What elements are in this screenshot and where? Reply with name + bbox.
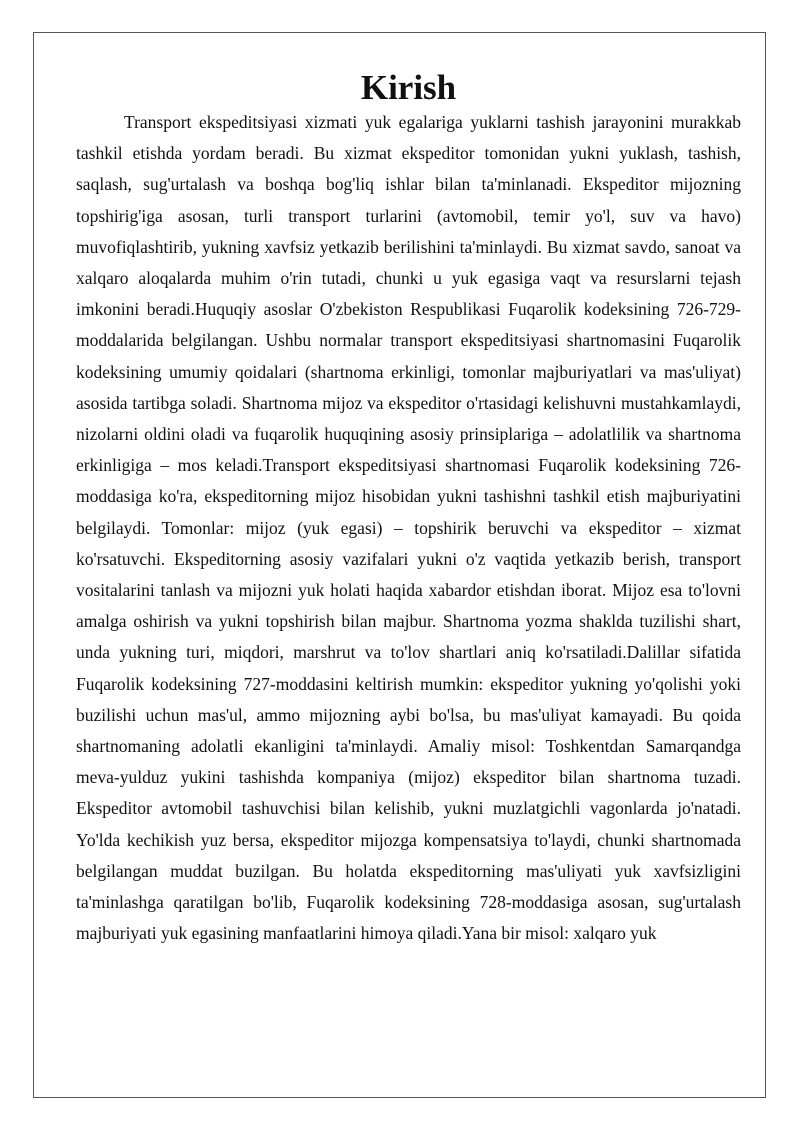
body-paragraph: Transport ekspeditsiyasi xizmati yuk egalariga yuklarni tashish jarayonini murakkab tashkil etishda yordam beradi. Bu xizmat ekspeditor tomonidan yukni yuklash, tashish, saqlash, sug'urtalash va boshqa bog'liq ishlar bilan ta'minlanadi. Ekspeditor mijozning topshirig'iga asosan, turli transport turlarini (avtomobil, temir yo'l, suv va havo) muvofiqlashtirib, yukning xavfsiz yetkazib berilishini ta'minlaydi. Bu xizmat savdo, sanoat va xalqaro aloqalarda muhim o'rin tutadi, chunki u yuk egasiga vaqt va resurslarni tejash imkonini beradi.Huquqiy asoslar O'zbekiston Respublikasi Fuqarolik kodeksining 726-729-moddalarida belgilangan. Ushbu normalar transport ekspeditsiyasi shartnomasini Fuqarolik kodeksining umumiy qoidalari (shartnoma erkinligi, tomonlar majburiyatlari va mas'uliyat) asosida tartibga soladi. Shartnoma mijoz va ekspeditor o'rtasidagi kelishuvni mustahkamlaydi, nizolarni oldini oladi va fuqarolik huquqining asosiy prinsiplariga – adolatlilik va shartnoma erkinligiga – mos keladi.Transport ekspeditsiyasi shartnomasi Fuqarolik kodeksining 726-moddasiga ko'ra, ekspeditorning mijoz hisobidan yukni tashishni tashkil etish majburiyatini belgilaydi. Tomonlar: mijoz (yuk egasi) – topshirik beruvchi va ekspeditor – xizmat ko'rsatuvchi. Ekspeditorning asosiy vazifalari yukni o'z vaqtida yetkazib berish, transport vositalarini tanlash va mijozni yuk holati haqida xabardor etishdan iborat. Mijoz esa to'lovni amalga oshirish va yukni topshirish bilan majbur. Shartnoma yozma shaklda tuzilishi shart, unda yukning turi, miqdori, marshrut va to'lov shartlari aniq ko'rsatiladi.Dalillar sifatida Fuqarolik kodeksining 727-moddasini keltirish mumkin: ekspeditor yukning yo'qolishi yoki buzilishi uchun mas'ul, ammo mijozning aybi bo'lsa, bu mas'uliyat kamayadi. Bu qoida shartnomaning adolatli ekanligini ta'minlaydi. Amaliy misol: Toshkentdan Samarqandga meva-yulduz yukini tashishda kompaniya (mijoz) ekspeditor bilan shartnoma tuzadi. Ekspeditor avtomobil tashuvchisi bilan kelishib, yukni muzlatgichli vagonlarda jo'natadi. Yo'lda kechikish yuz bersa, ekspeditor mijozga kompensatsiya to'laydi, chunki shartnomada belgilangan muddat buzilgan. Bu holatda ekspeditorning mas'uliyati yuk xavfsizligini ta'minlashga qaratilgan bo'lib, Fuqarolik kodeksining 728-moddasiga asosan, sug'urtalash majburiyati yuk egasining manfaatlarini himoya qiladi.Yana bir misol: xalqaro yuk bbox=[76, 112, 741, 944]
document-title: Kirish bbox=[360, 68, 457, 107]
document-body bbox=[76, 68, 741, 949]
